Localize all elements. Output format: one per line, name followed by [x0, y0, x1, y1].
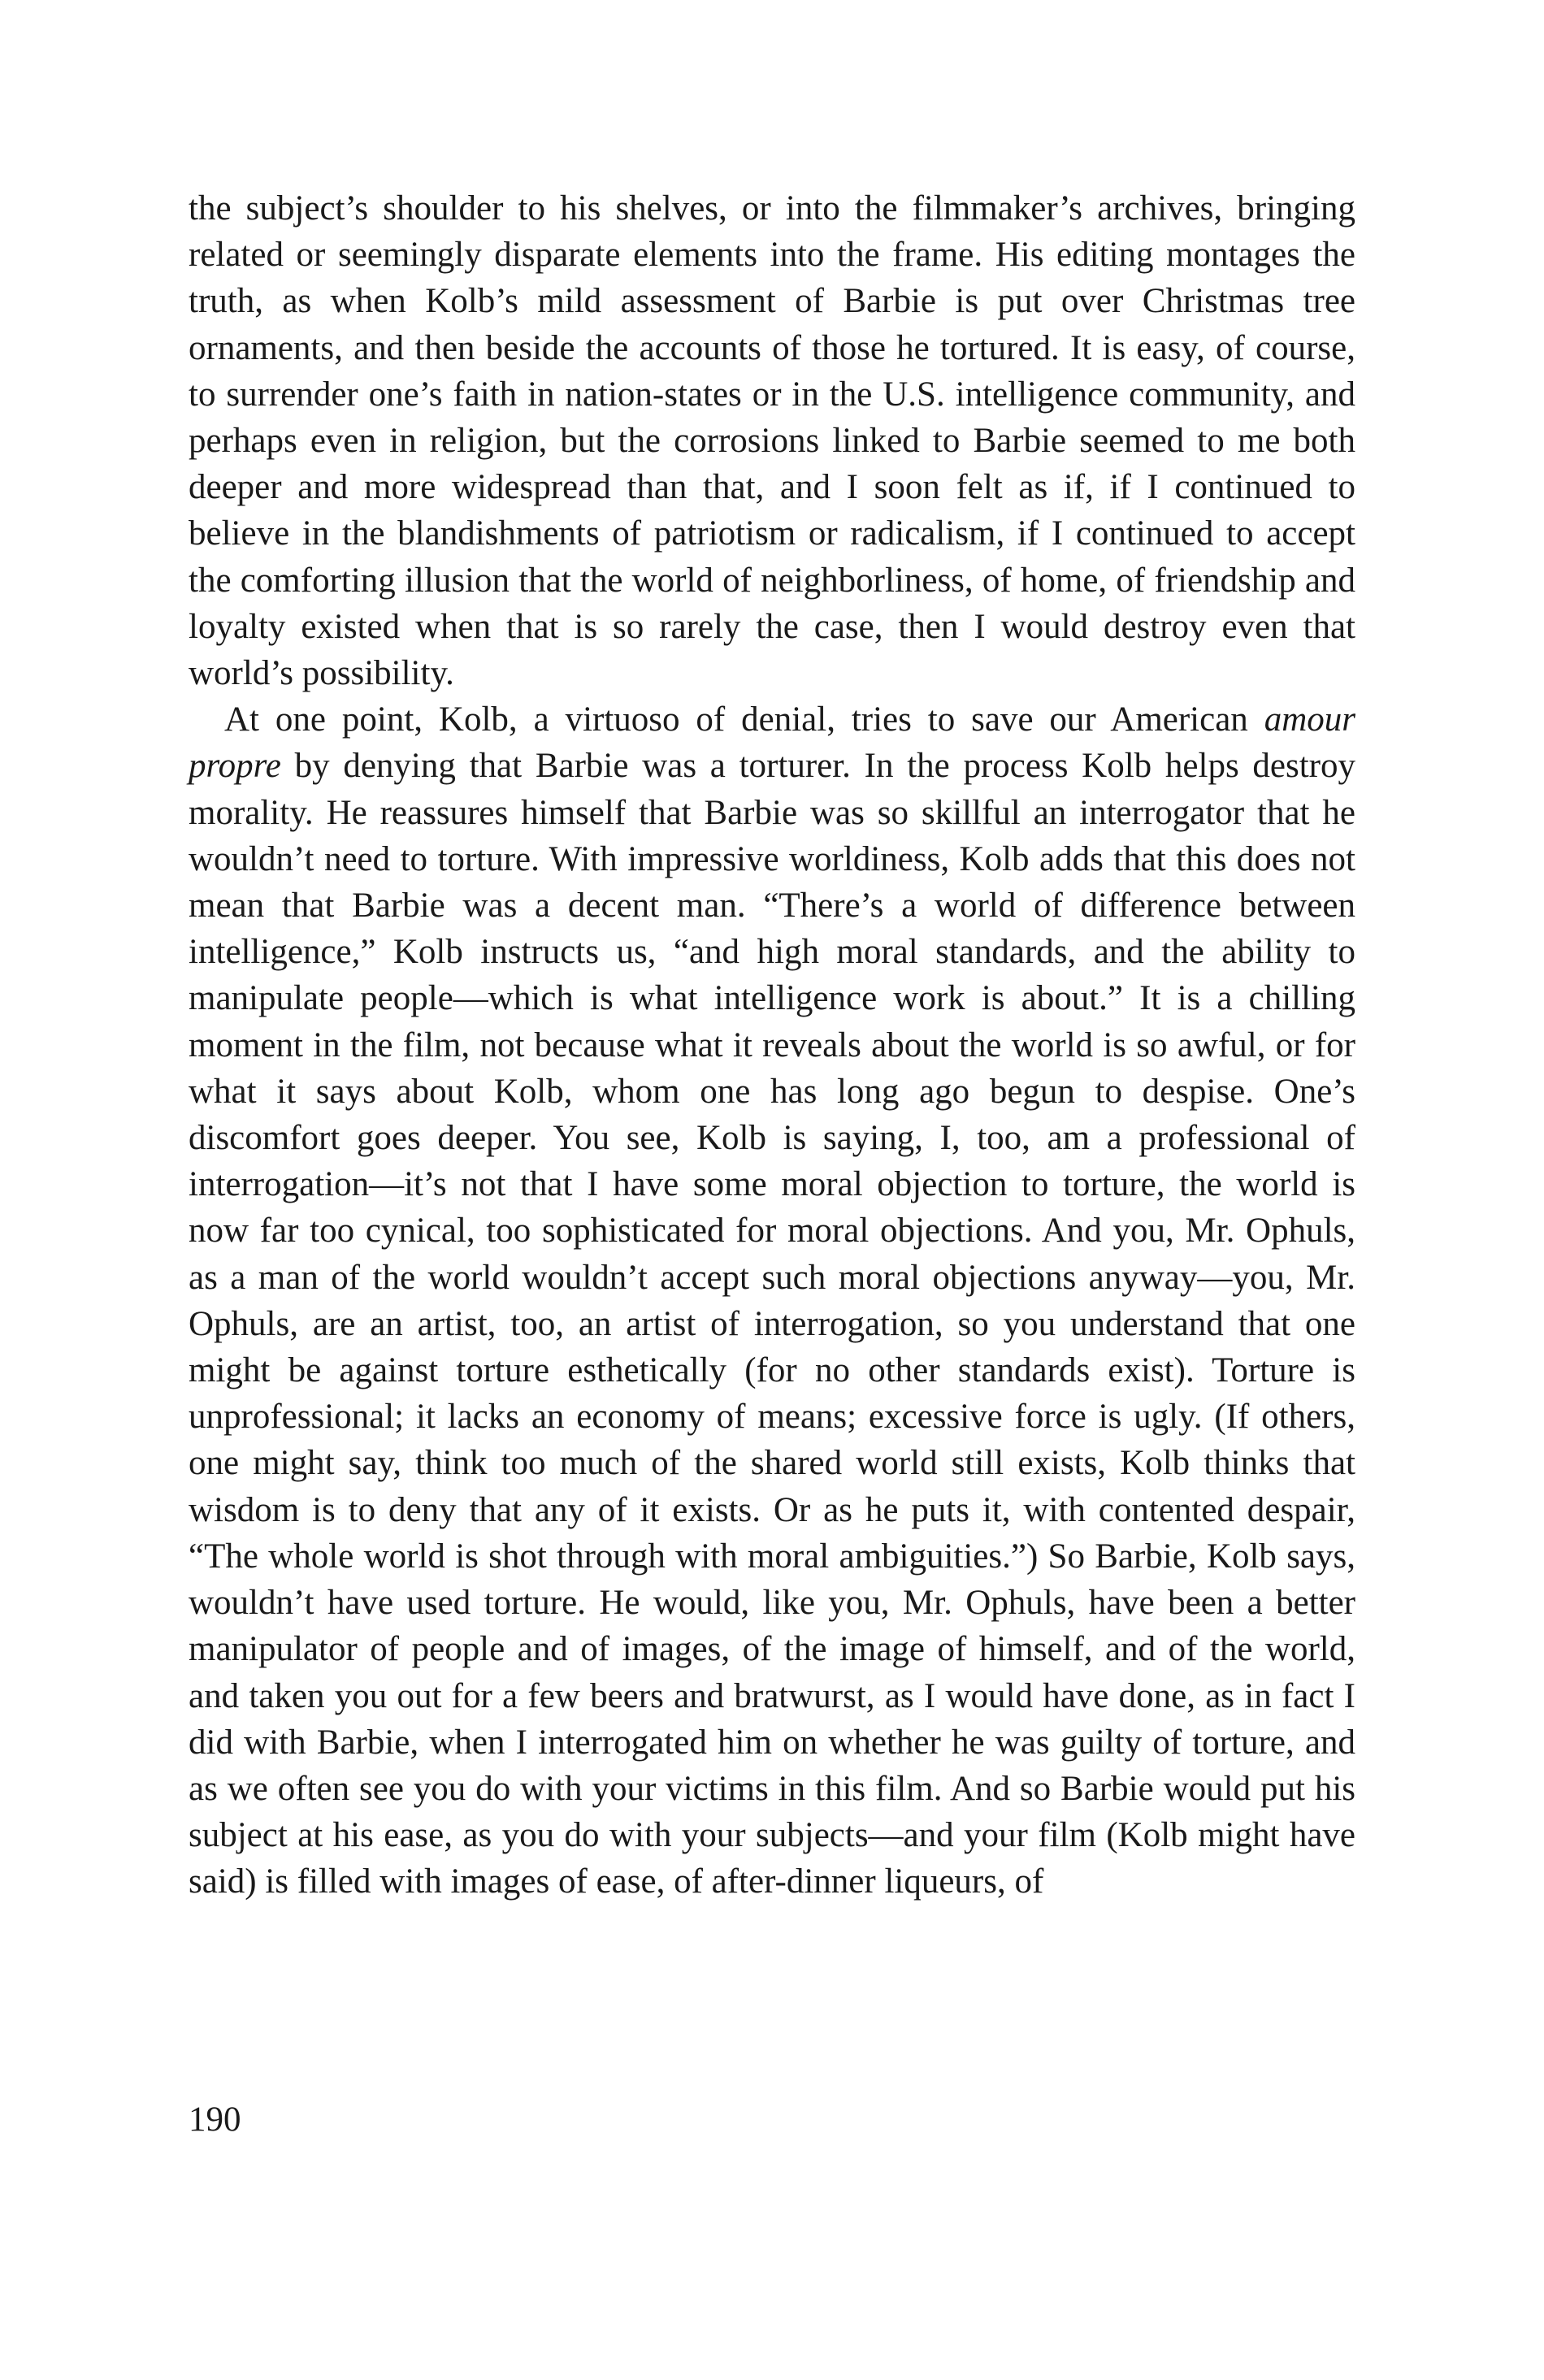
page-number: 190 — [189, 2100, 241, 2139]
paragraph-2-text-rest: by denying that Barbie was a torturer. In the process Kolb helps destroy morality. He reassures himself that Barbie was so skillful an interrogator that he wouldn’t need to torture. With impressive worldiness, Kolb adds that this does not mean that Barbie was a decent man. “There’s a world of difference between intelligence,” Kolb instructs us, “and high moral standards, and the ability to manipulate people—which is what intelligence work is about.” It is a chilling moment in the film, not because what it reveals about the world is so awful, or for what it says about Kolb, whom one has long ago begun to despise. One’s discomfort goes deeper. You see, Kolb is saying, I, too, am a professional of interrogation—it’s not that I have some moral objection to torture, the world is now far too cynical, too sophisticated for moral objections. And you, Mr. Ophuls, as a man of the world wouldn’t accept such moral objections anyway—you, Mr. Ophuls, are an artist, too, an artist of interrogation, so you understand that one might be against torture esthetically (for no other standards exist). Torture is unprofessional; it lacks an economy of means; excessive force is ugly. (If others, one might say, think too much of the shared world still exists, Kolb thinks that wisdom is to deny that any of it exists. Or as he puts it, with contented despair, “The whole world is shot through with moral ambiguities.”) So Barbie, Kolb says, wouldn’t have used torture. He would, like you, Mr. Ophuls, have been a better manipulator of people and of images, of the image of himself, and of the world, and taken you out for a few beers and bratwurst, as I would have done, as in fact I did with Barbie, when I interrogated him on whether he was guilty of torture, and as we often see you do with your victims in this film. And so Barbie would put his subject at his ease, as you do with your subjects—and your film (Kolb might have said) is filled with images of ease, of after-dinner liqueurs, of — [189, 747, 1355, 1901]
paragraph-2 — [189, 696, 1355, 1905]
paragraph-1-text: the subject’s shoulder to his shelves, or into the filmmaker’s archives, bringing related or seemingly disparate elements into the frame. His editing montages the truth, as when Kolb’s mild assessment of Barbie is put over Christmas tree ornaments, and then beside the accounts of those he tortured. It is easy, of course, to surrender one’s faith in nation-states or in the U.S. intelligence community, and perhaps even in religion, but the corrosions linked to Barbie seemed to me both deeper and more widespread than that, and I soon felt as if, if I continued to believe in the blandishments of patriotism or radicalism, if I continued to accept the comforting illusion that the world of neighborliness, of home, of friendship and loyalty existed when that is so rarely the case, then I would destroy even that world’s possibility. — [189, 189, 1355, 693]
paragraph-2-text-start: At one point, Kolb, a virtuoso of denial, tries to save our American — [224, 700, 1264, 739]
italic-phrase: amour propre — [189, 700, 1355, 786]
body-text — [189, 185, 1355, 1905]
paragraph-1 — [189, 185, 1355, 696]
